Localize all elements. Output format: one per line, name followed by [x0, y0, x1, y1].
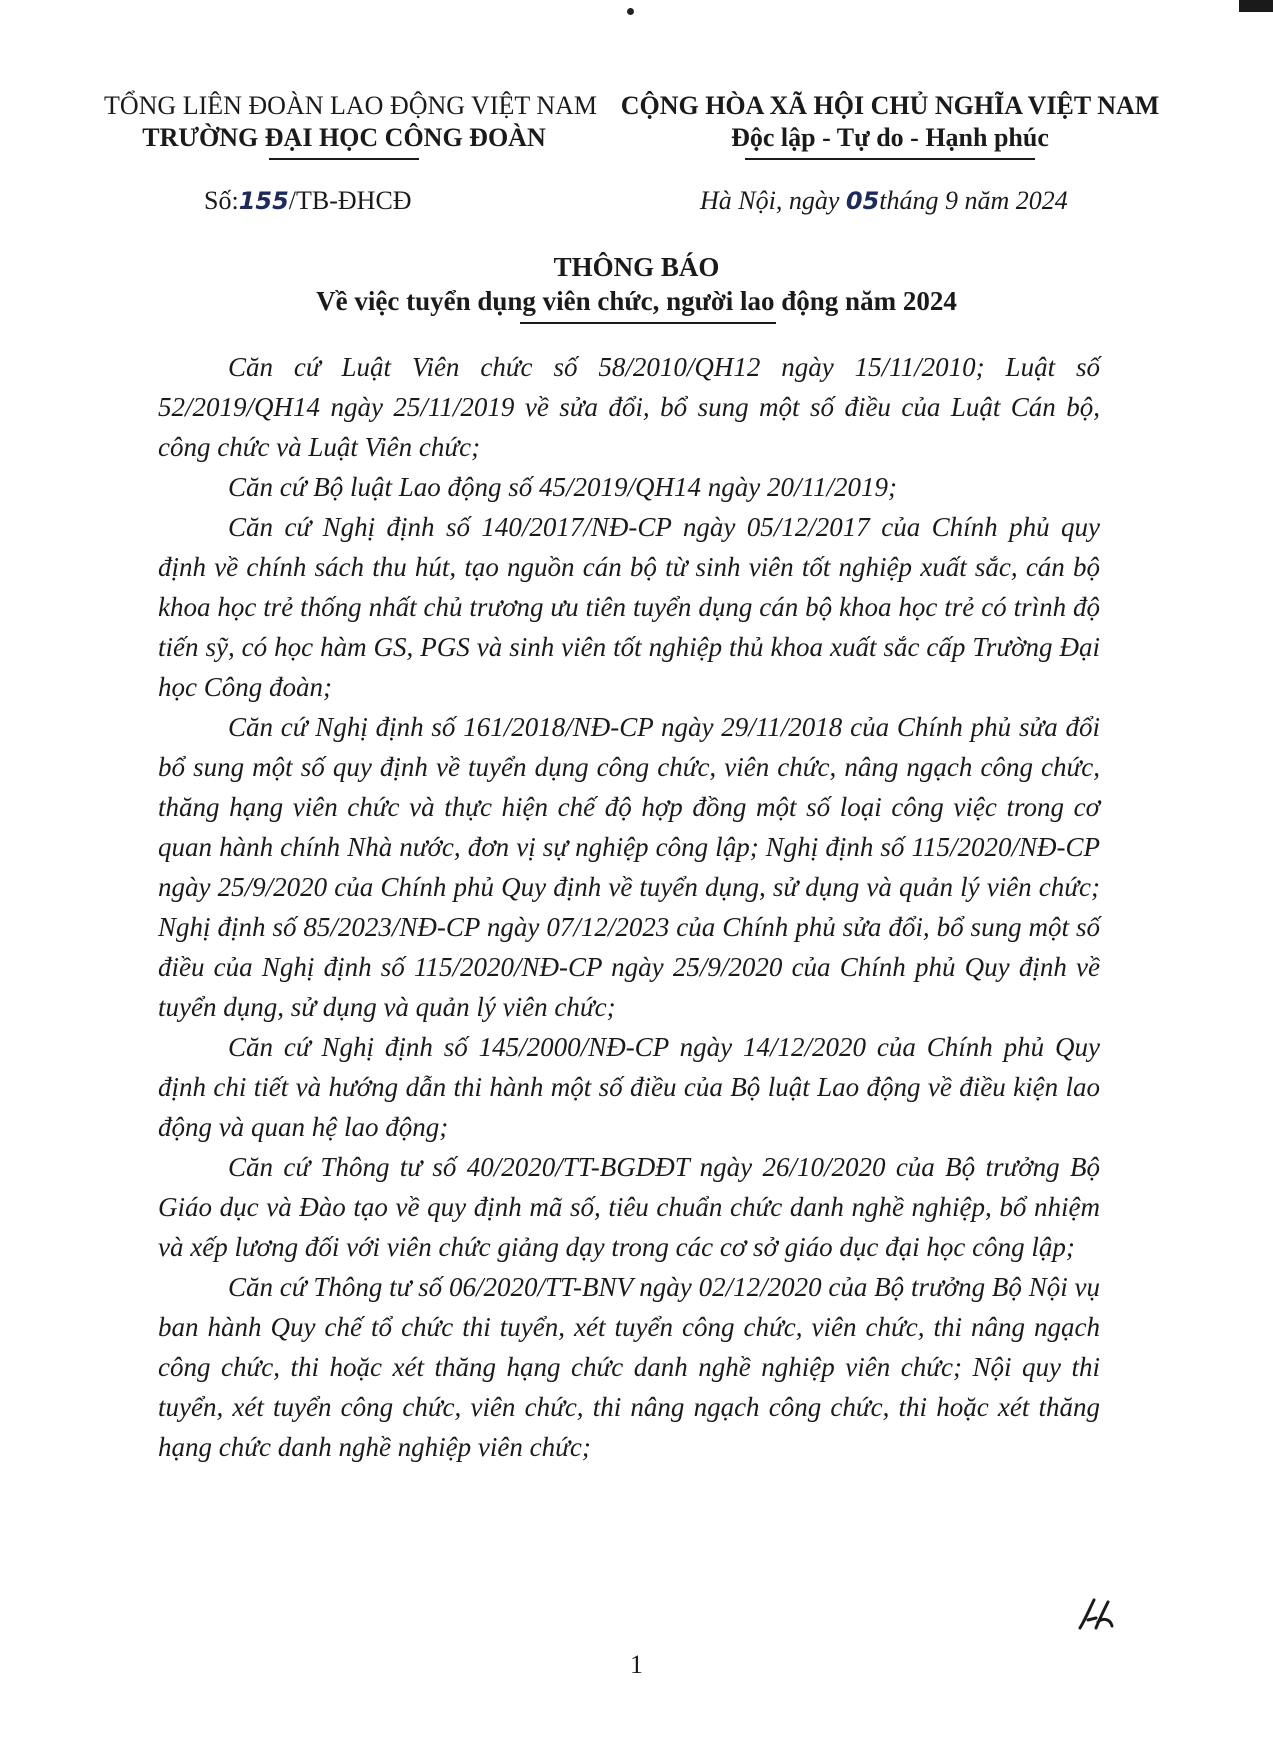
org-parent: TỔNG LIÊN ĐOÀN LAO ĐỘNG VIỆT NAM	[104, 91, 597, 120]
legal-basis-paragraph: Căn cứ Nghị định số 140/2017/NĐ-CP ngày 05/12/2017 của Chính phủ quy định về chính sách thu hút, tạo nguồn cán bộ từ sinh viên tốt nghiệp xuất sắc, cán bộ khoa học trẻ thống nhất chủ trương ưu tiên tuyển dụng cán bộ khoa học trẻ có trình độ tiến sỹ, có học hàm GS, PGS và sinh viên tốt nghiệp thủ khoa xuất sắc cấp Trường Đại học Công đoàn;	[158, 512, 1100, 702]
date-prefix: Hà Nội, ngày	[700, 186, 846, 215]
national-motto: Độc lập - Tự do - Hạnh phúc	[731, 123, 1049, 152]
handwritten-initials-icon	[1076, 1596, 1116, 1636]
legal-basis-paragraph: Căn cứ Luật Viên chức số 58/2010/QH12 ngày 15/11/2010; Luật số 52/2019/QH14 ngày 25/11/2019 về sửa đổi, bổ sung một số điều của Luật Cán bộ, công chức và Luật Viên chức;	[158, 352, 1100, 462]
date-suffix: tháng 9 năm 2024	[879, 186, 1068, 215]
header-left	[104, 90, 597, 160]
doc-number-prefix: Số:	[204, 186, 239, 215]
document-date	[700, 186, 1068, 216]
doc-number-handwritten: 155	[238, 187, 289, 215]
scan-corner-mark	[1239, 0, 1273, 12]
legal-basis-paragraph: Căn cứ Nghị định số 145/2000/NĐ-CP ngày 14/12/2020 của Chính phủ Quy định chi tiết và hướng dẫn thi hành một số điều của Bộ luật Lao động về điều kiện lao động và quan hệ lao động;	[158, 1032, 1100, 1142]
legal-basis-paragraph: Căn cứ Nghị định số 161/2018/NĐ-CP ngày 29/11/2018 của Chính phủ sửa đổi bổ sung một số quy định về tuyển dụng công chức, viên chức, nâng ngạch công chức, thăng hạng viên chức và thực hiện chế độ hợp đồng một số loại công việc trong cơ quan hành chính Nhà nước, đơn vị sự nghiệp công lập; Nghị định số 115/2020/NĐ-CP ngày 25/9/2020 của Chính phủ Quy định về tuyển dụng, sử dụng và quản lý viên chức; Nghị định số 85/2023/NĐ-CP ngày 07/12/2023 của Chính phủ sửa đổi, bổ sung một số điều của Nghị định số 115/2020/NĐ-CP ngày 25/9/2020 của Chính phủ Quy định về tuyển dụng, sử dụng và quản lý viên chức;	[158, 712, 1100, 1022]
date-day-handwritten: 05	[845, 187, 880, 215]
org-underline	[269, 158, 419, 160]
subtitle-underline	[520, 322, 776, 324]
legal-basis-paragraph: Căn cứ Bộ luật Lao động số 45/2019/QH14 ngày 20/11/2019;	[228, 472, 897, 502]
header-right	[620, 90, 1160, 160]
page-number: 1	[630, 1650, 643, 1679]
document-number	[204, 186, 412, 216]
document-title: THÔNG BÁO	[553, 252, 720, 282]
doc-number-suffix: /TB-ĐHCĐ	[288, 186, 412, 215]
legal-basis-paragraph: Căn cứ Thông tư số 06/2020/TT-BNV ngày 02/12/2020 của Bộ trưởng Bộ Nội vụ ban hành Quy chế tổ chức thi tuyển, xét tuyển công chức, viên chức, thi nâng ngạch công chức, thi hoặc xét thăng hạng chức danh nghề nghiệp viên chức; Nội quy thi tuyển, xét tuyển công chức, viên chức, thi nâng ngạch công chức, thi hoặc xét thăng hạng chức danh nghề nghiệp viên chức;	[158, 1272, 1100, 1462]
document-subtitle: Về việc tuyển dụng viên chức, người lao động năm 2024	[316, 286, 957, 316]
scan-speck	[627, 8, 634, 15]
org-name: TRƯỜNG ĐẠI HỌC CÔNG ĐOÀN	[142, 123, 546, 152]
legal-basis-paragraph: Căn cứ Thông tư số 40/2020/TT-BGDĐT ngày 26/10/2020 của Bộ trưởng Bộ Giáo dục và Đào tạo về quy định mã số, tiêu chuẩn chức danh nghề nghiệp, bổ nhiệm và xếp lương đối với viên chức giảng dạy trong các cơ sở giáo dục đại học công lập;	[158, 1152, 1100, 1262]
motto-underline	[745, 158, 1035, 160]
document-body	[158, 347, 1100, 1467]
country-name: CỘNG HÒA XÃ HỘI CHỦ NGHĨA VIỆT NAM	[620, 91, 1160, 120]
